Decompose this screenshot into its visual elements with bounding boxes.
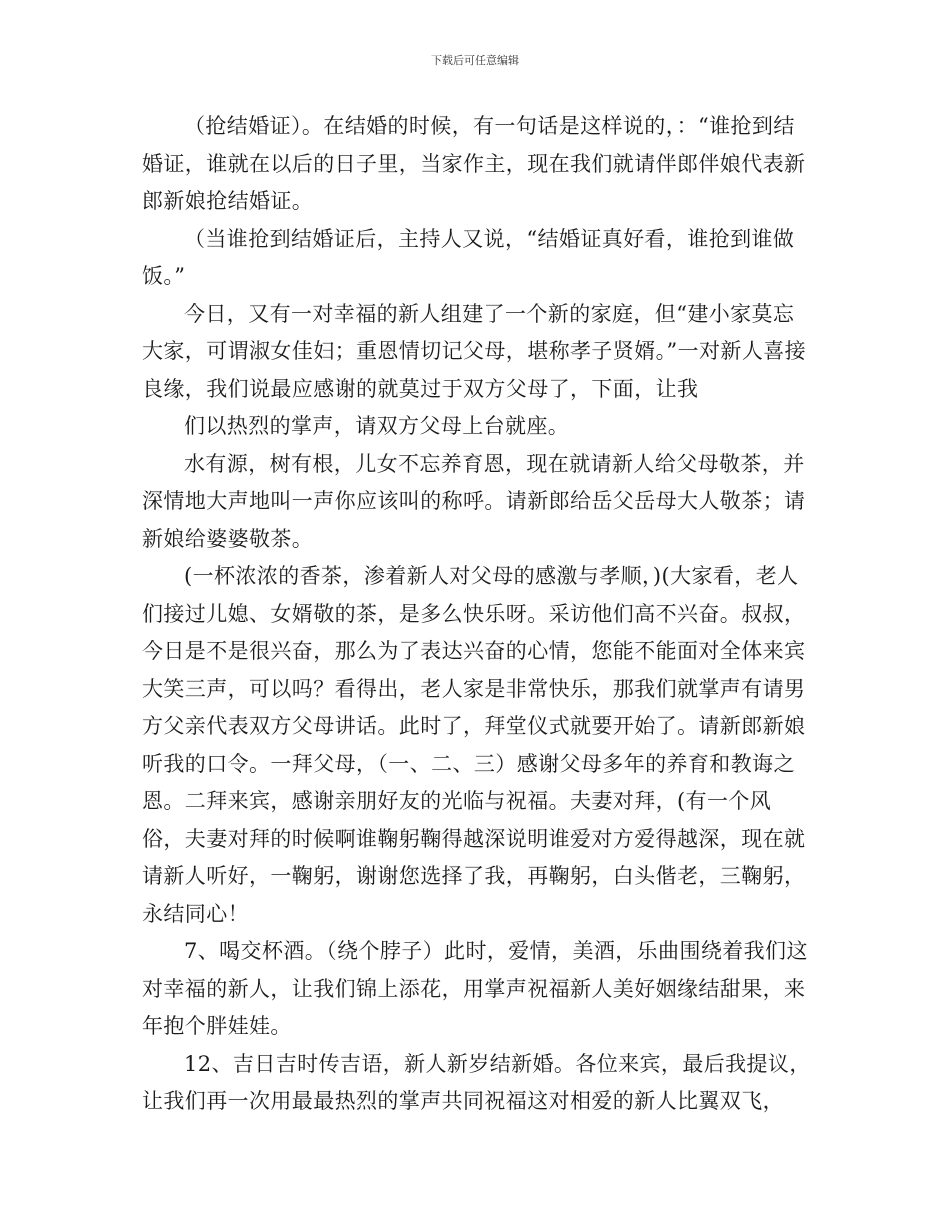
paragraph-grab-marriage-certificate: （抢结婚证）。在结婚的时候，有一句话是这样说的，：“谁抢到结婚证，谁就在以后的日子里，当家作主，现在我们就请伴郎伴娘代表新郎新娘抢结婚证。 (142, 114, 806, 213)
paragraph-serve-tea: 水有源，树有根，儿女不忘养育恩，现在就请新人给父母敬茶，并深情地大声地叫一声你应该叫的称呼。请新郎给岳父岳母大人敬茶；请新娘给婆婆敬茶。 (142, 451, 806, 551)
paragraph-closing-blessing: 12、吉日吉时传吉语，新人新岁结新婚。各位来宾，最后我提议，让我们再一次用最最热烈的掌声共同祝福这对相爱的新人比翼双飞， (142, 1051, 811, 1113)
paragraph-host-remark: （当谁抢到结婚证后，主持人又说，“结婚证真好看，谁抢到谁做饭。” (142, 226, 795, 288)
page-header: 下载后可任意编辑 (431, 54, 519, 67)
paragraph-cross-cupped-wine: 7、喝交杯酒。（绕个脖子）此时，爱情，美酒，乐曲围绕着我们这对幸福的新人，让我们锦上添花，用掌声祝福新人美好姻缘结甜果，来年抱个胖娃娃。 (142, 939, 808, 1038)
paragraph-bowing-ceremony: (一杯浓浓的香茶，渗着新人对父母的感激与孝顺，)(大家看，老人们接过儿媳、女婿敬的茶，是多么快乐呀。采访他们高不兴奋。叔叔，今日是不是很兴奋，那么为了表达兴奋的心情，您能不能面对全体来宾大笑三声，可以吗？看得出，老人家是非常快乐，那我们就掌声有请男方父亲代表双方父母讲话。此时了，拜堂仪式就要开始了。请新郎新娘听我的口令。一拜父母，（一、二、三）感谢父母多年的养育和教诲之恩。二拜来宾，感谢亲朋好友的光临与祝福。夫妻对拜，(有一个风俗，夫妻对拜的时候啊谁鞠躬鞠得越深说明谁爱对方爱得越深，现在就请新人听好，一鞠躬，谢谢您选择了我，再鞠躬，白头偕老，三鞠躬，永结同心！ (142, 564, 806, 926)
paragraph-invite-parents: 们以热烈的掌声，请双方父母上台就座。 (184, 414, 570, 438)
document-body (142, 108, 812, 1121)
paragraph-new-family: 今日，又有一对幸福的新人组建了一个新的家庭，但“建小家莫忘大家，可谓淑女佳妇；重恩情切记父母，堪称孝子贤婿。”一对新人喜接良缘，我们说最应感谢的就莫过于双方父母了，下面，让我 (142, 301, 807, 401)
